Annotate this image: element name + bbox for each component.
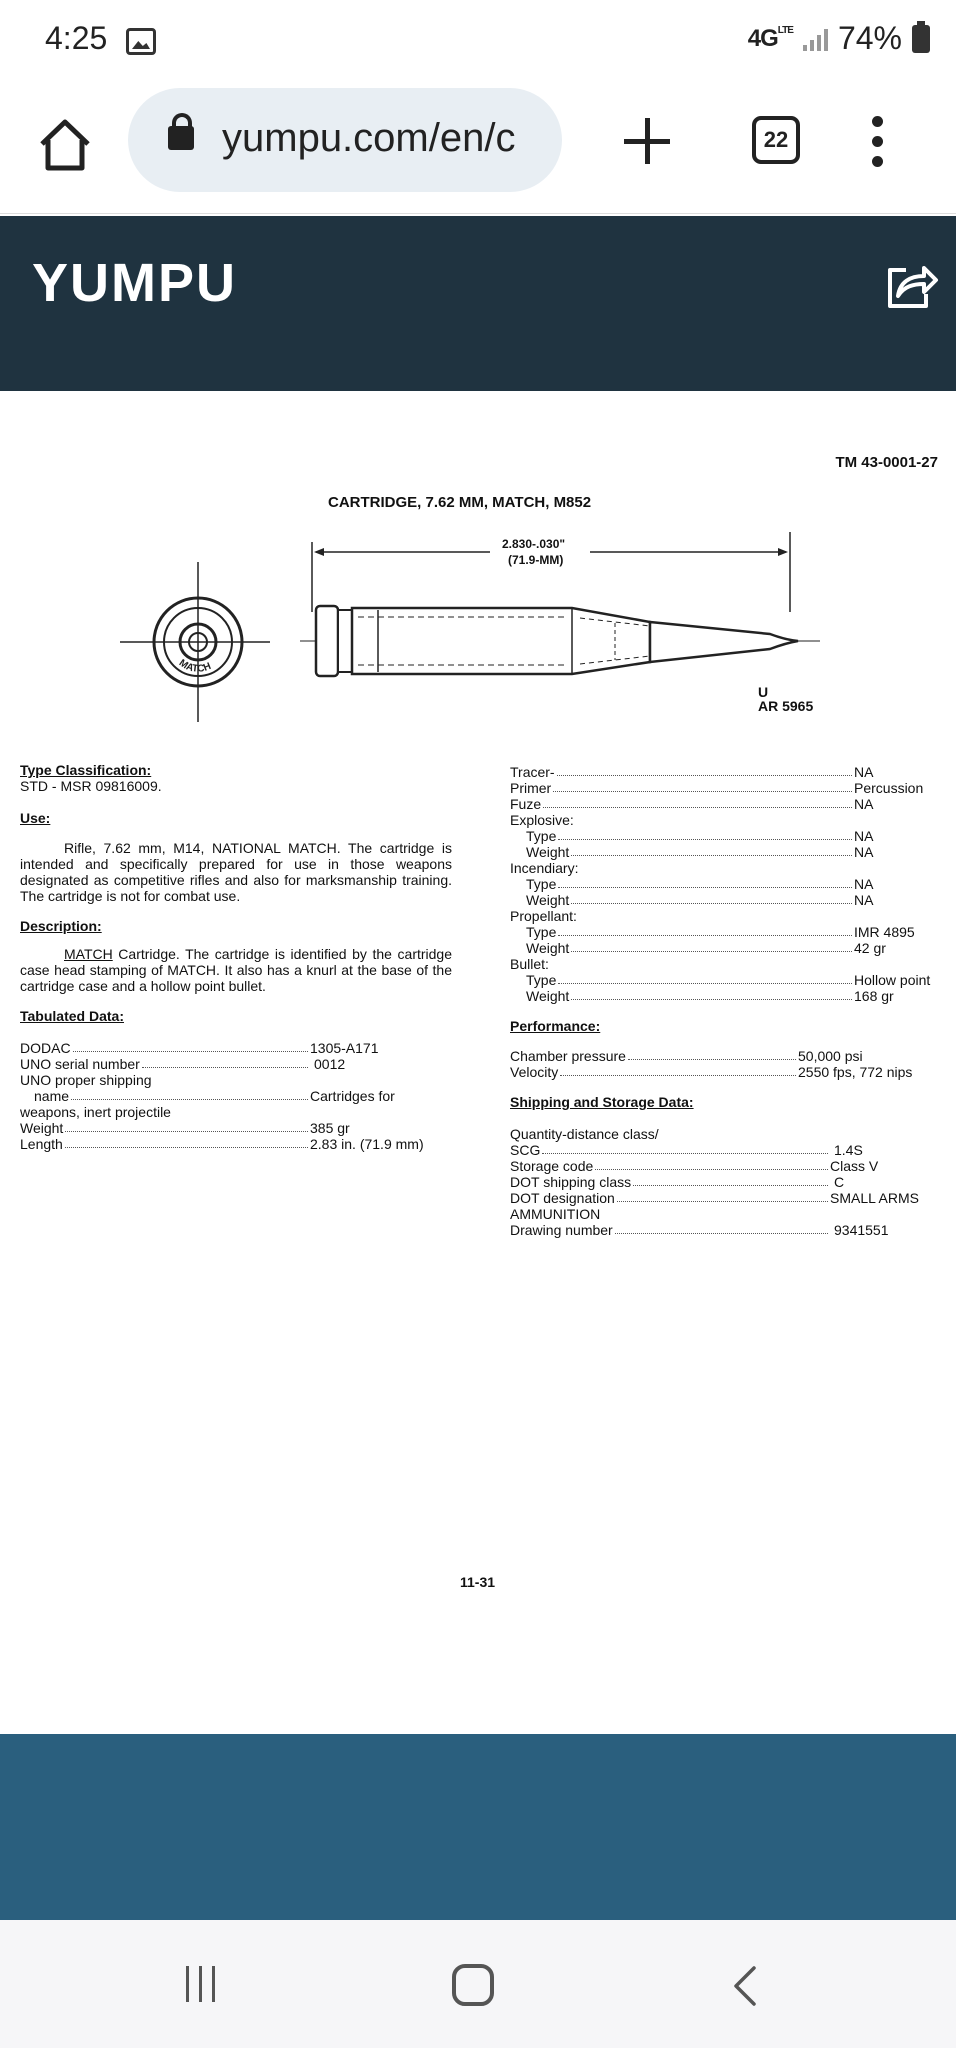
tabulated-heading: Tabulated Data: — [20, 1008, 124, 1024]
shipping-heading: Shipping and Storage Data: — [510, 1094, 694, 1110]
status-indicators — [748, 20, 930, 57]
tab-switcher-button[interactable]: 22 — [752, 116, 800, 164]
fuze-row: Fuze NA — [510, 796, 874, 812]
address-bar[interactable] — [128, 88, 562, 192]
navigation-bar — [0, 1920, 956, 2048]
gallery-notification-icon — [126, 28, 156, 55]
back-icon[interactable] — [726, 1964, 766, 2008]
home-nav-icon[interactable] — [452, 1964, 494, 2006]
drawing-number-row: Drawing number 9341551 — [510, 1222, 889, 1238]
dot-designation-continued: AMMUNITION — [510, 1206, 601, 1222]
battery-icon — [912, 25, 930, 53]
browser-toolbar — [0, 84, 956, 214]
dot-shipping-row: DOT shipping class C — [510, 1174, 845, 1190]
ad-banner — [0, 1734, 956, 1920]
bullet-type-row: Type Hollow point — [526, 972, 931, 988]
document-page — [0, 392, 956, 1734]
battery-percent: 74% — [837, 20, 902, 56]
quantity-distance-label: Quantity-distance class/ — [510, 1126, 659, 1142]
bullet-weight-row: Weight 168 gr — [526, 988, 894, 1004]
site-header — [0, 216, 956, 391]
storage-code-row: Storage code Class V — [510, 1158, 879, 1174]
use-text: Rifle, 7.62 mm, M14, NATIONAL MATCH. The cartridge is intended and specifically prepared for use in those weapons designated as competitive rifles and also for marksmanship training. The cartridge is not for combat use. — [20, 840, 452, 904]
bullet-label: Bullet: — [510, 956, 549, 972]
type-classification-heading: Type Classification: — [20, 762, 152, 778]
tracer-row: Tracer- NA — [510, 764, 874, 780]
cartridge-diagram — [110, 522, 850, 722]
network-type: $4G^{LTE}$ — [747, 24, 793, 52]
lock-icon — [168, 126, 194, 150]
length-row: Length 2.83 in. (71.9 mm) — [20, 1136, 424, 1152]
weight-row: Weight 385 gr — [20, 1120, 350, 1136]
site-logo[interactable]: YUMPU — [32, 253, 238, 313]
recent-apps-icon[interactable] — [186, 1966, 226, 2006]
uno-name-continued: weapons, inert projectile — [20, 1104, 171, 1120]
propellant-type-row: Type IMR 4895 — [526, 924, 915, 940]
primer-row: Primer Percussion — [510, 780, 924, 796]
status-bar — [0, 0, 956, 84]
explosive-label: Explosive: — [510, 812, 574, 828]
dimension-mm: (71.9-MM) — [508, 553, 564, 567]
share-icon[interactable] — [884, 260, 940, 312]
uno-shipping-label: UNO proper shipping — [20, 1072, 152, 1088]
home-icon[interactable] — [34, 114, 96, 176]
description-heading: Description: — [20, 918, 102, 934]
status-time: 4:25 — [45, 20, 108, 56]
propellant-label: Propellant: — [510, 908, 577, 924]
dot-designation-row: DOT designation SMALL ARMS — [510, 1190, 919, 1206]
u-mark: U — [758, 684, 769, 700]
right-column — [510, 764, 940, 1238]
incendiary-weight-row: Weight NA — [526, 892, 874, 908]
signal-icon — [803, 27, 828, 51]
left-column — [20, 762, 452, 1152]
use-heading: Use: — [20, 810, 51, 826]
more-menu-icon[interactable] — [872, 116, 886, 170]
incendiary-label: Incendiary: — [510, 860, 579, 876]
page-number: 11-31 — [460, 1574, 496, 1590]
chamber-pressure-row: Chamber pressure 50,000 psi — [510, 1048, 863, 1064]
dimension-inch: 2.830-.030" — [502, 537, 566, 551]
explosive-type-row: Type NA — [526, 828, 874, 844]
uno-serial-row: UNO serial number 0012 — [20, 1056, 346, 1072]
uno-name-row: name Cartridges for — [34, 1088, 395, 1104]
new-tab-button[interactable] — [620, 114, 676, 170]
tm-number: TM 43-0001-27 — [835, 454, 938, 471]
explosive-weight-row: Weight NA — [526, 844, 874, 860]
ar-number: AR 5965 — [758, 698, 814, 714]
incendiary-type-row: Type NA — [526, 876, 874, 892]
type-classification-value: STD - MSR 09816009. — [20, 778, 162, 794]
scg-row: SCG 1.4S — [510, 1142, 863, 1158]
description-text: MATCH Cartridge. The cartridge is identified by the cartridge case head stamping of MATCH. It also has a knurl at the base of the cartridge case and a hollow point bullet. — [20, 946, 452, 994]
url-text[interactable]: yumpu.com/en/c — [222, 116, 516, 160]
head-stamp: MATCH — [176, 657, 213, 675]
dodac-row: DODAC 1305-A171 — [20, 1040, 379, 1056]
performance-heading: Performance: — [510, 1018, 601, 1034]
propellant-weight-row: Weight 42 gr — [526, 940, 886, 956]
velocity-row: Velocity 2550 fps, 772 nips — [510, 1064, 913, 1080]
document-title: CARTRIDGE, 7.62 MM, MATCH, M852 — [328, 494, 592, 511]
